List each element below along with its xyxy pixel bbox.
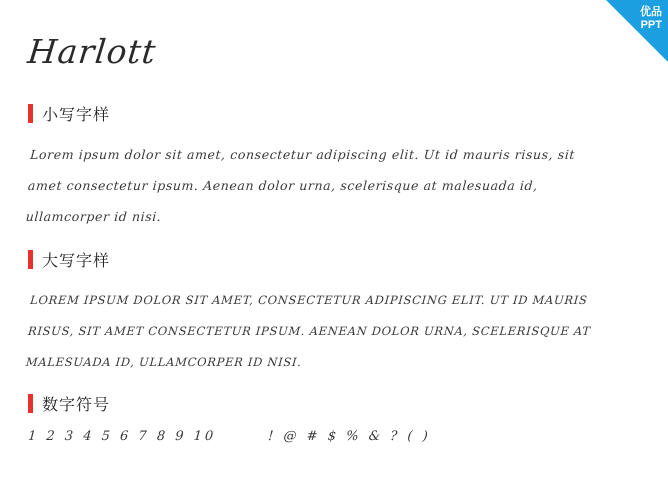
- section-title: 大写字样: [42, 251, 111, 270]
- accent-bar-icon: [28, 104, 33, 123]
- section-header: [28, 248, 628, 271]
- section-title: 数字符号: [42, 395, 111, 414]
- section-uppercase: [25, 248, 628, 378]
- digit-glyphs: 1 2 3 4 5 6 7 8 9 10: [27, 429, 217, 444]
- section-lowercase: [25, 102, 628, 232]
- section-title: 小写字样: [42, 105, 111, 124]
- watermark-line-2: PPT: [640, 19, 662, 31]
- watermark-line-1: 优品: [640, 6, 662, 18]
- symbol-glyphs: ! @ # $ % & ? ( ): [267, 429, 432, 444]
- section-header: [28, 392, 628, 415]
- sample-text-uppercase: LOREM IPSUM DOLOR SIT AMET, CONSECTETUR ADIPISCING ELIT. UT ID MAURIS RISUS, SIT AMET CONSECTETUR IPSUM. AENEAN DOLOR URNA, SCELERISQUE AT MALESUADA ID, ULLAMCORPER ID NISI.: [25, 293, 592, 369]
- page-title: Harlott: [25, 32, 159, 71]
- accent-bar-icon: [28, 394, 33, 413]
- section-header: [28, 102, 628, 125]
- accent-bar-icon: [28, 250, 33, 269]
- section-digits: [28, 392, 628, 444]
- glyph-row: [27, 429, 628, 444]
- sample-text-lowercase: Lorem ipsum dolor sit amet, consectetur adipiscing elit. Ut id mauris risus, sit amet consectetur ipsum. Aenean dolor urna, scelerisque at malesuada id, ullamcorper id nisi.: [25, 147, 576, 224]
- watermark-label: [616, 6, 662, 32]
